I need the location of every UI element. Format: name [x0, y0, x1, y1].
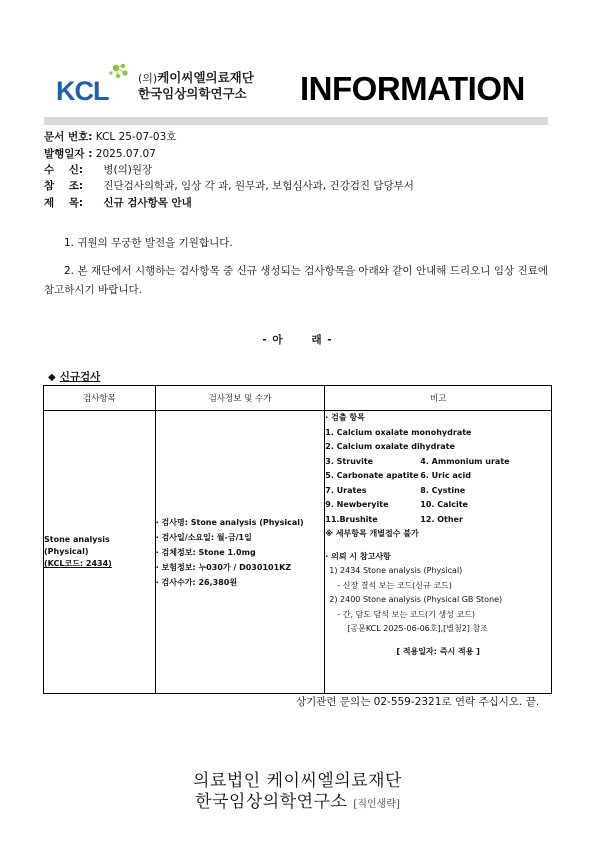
info-schedule: · 검사일/소요일: 월-금/1일: [155, 532, 252, 542]
detect-pair: [325, 484, 551, 499]
detect-pair: [325, 469, 551, 484]
section-heading: [48, 369, 100, 384]
apply-date: [ 적용일자: 즉시 적용 ]: [396, 646, 480, 656]
detect-item: 11.Brushite: [325, 514, 378, 524]
subject-value: 신규 검사항목 안내: [103, 197, 192, 209]
table-header-row: [44, 386, 552, 411]
meta-date: [44, 148, 156, 161]
meta-to: [44, 164, 152, 177]
contact-line: 상기관련 문의는 02-559-2321로 연락 주십시오. 끝.: [296, 696, 540, 708]
detect-title: · 검출 항목: [325, 413, 365, 422]
footer-line2-wrap: [0, 787, 595, 812]
ref-title: · 의뢰 시 참고사항: [325, 551, 391, 561]
detect-item: 5. Carbonate apatite: [325, 471, 419, 480]
info-specimen: · 검체정보: Stone 1.0mg: [155, 547, 256, 557]
remarks-cell: [325, 411, 552, 694]
detect-item: 3. Struvite: [325, 456, 374, 466]
info-fee: · 검사수가: 26,380원: [155, 577, 238, 587]
paragraph-1: 1. 귀원의 무궁한 발전을 기원합니다.: [64, 237, 233, 249]
to-label: 수 신:: [44, 164, 84, 176]
meta-subject: [44, 197, 192, 210]
footer-line1: 의료법인 케이씨엘의료재단: [193, 771, 402, 791]
info-insurance: · 보험정보: 누030가 / D030101KZ: [155, 562, 292, 572]
detect-item: 2. Calcium oxalate dihydrate: [325, 442, 455, 451]
detect-pair: [325, 498, 551, 513]
detect-item: 4. Ammonium urate: [420, 456, 510, 466]
seal-omitted: [직인생략]: [353, 799, 400, 810]
diamond-bullet-icon: ◆: [48, 372, 56, 383]
meta-cc: [44, 180, 414, 193]
ref-2: 2) 2400 Stone analysis (Physical GB Stone): [329, 595, 503, 604]
logo-dots: [109, 64, 127, 78]
new-test-table: [43, 385, 552, 694]
doc-no-label: 문서 번호:: [44, 131, 93, 143]
table-row: [44, 411, 552, 694]
cc-label: 참 조:: [44, 180, 84, 192]
ref-2-sub: - 간, 담도 담석 보는 코드(기 생성 코드): [337, 609, 475, 619]
org-paren: (의): [138, 72, 158, 85]
info-cell: [155, 411, 325, 694]
date-value: 2025.07.07: [95, 148, 156, 160]
doc-no-value: KCL 25-07-03호: [95, 131, 177, 143]
item-name: Stone analysis (Physical): [44, 535, 110, 556]
ref-1-sub: - 신장 결석 보는 코드(신규 코드): [337, 580, 452, 590]
paragraph-2: 2. 본 재단에서 시행하는 검사항목 중 신규 생성되는 검사항목을 아래와 같이 안내해 드리오니 임상 진료에 참고하시기 바랍니다.: [44, 265, 548, 296]
kcl-logo: [56, 62, 134, 104]
subject-label: 제 목:: [44, 197, 84, 209]
detect-item: 1. Calcium oxalate monohydrate: [325, 427, 472, 437]
spacer: [325, 542, 551, 550]
header-remarks: 비고: [325, 386, 552, 411]
item-cell: [44, 411, 156, 694]
page-title: INFORMATION: [300, 70, 525, 107]
header-info: 검사정보 및 수가: [155, 386, 325, 411]
detect-item: 6. Uric acid: [420, 471, 471, 480]
detect-pair: [325, 513, 551, 528]
below-heading: - 아 래 -: [262, 334, 333, 346]
detect-item: 9. Newberyite: [325, 500, 389, 509]
header-rule: [44, 117, 548, 125]
detect-item: 8. Cystine: [420, 485, 466, 495]
to-value: 병(의)원장: [103, 164, 153, 176]
detect-item: 12. Other: [420, 514, 463, 524]
org-name: [138, 70, 254, 101]
detect-item: 10. Calcite: [420, 500, 468, 509]
item-code: (KCL코드: 2434): [44, 559, 112, 568]
spacer: [325, 637, 551, 645]
logo-text: KCL: [56, 76, 109, 104]
footer-line2: 한국임상의학연구소: [195, 792, 348, 812]
detect-pair: [325, 455, 551, 470]
header-item: 검사항목: [44, 386, 156, 411]
info-test-name: · 검사명: Stone analysis (Physical): [155, 517, 304, 527]
date-label: 발행일자 :: [44, 148, 93, 160]
meta-doc-no: [44, 131, 176, 144]
detect-note: ※ 세부항목 개별접수 불가: [325, 529, 419, 538]
ref-2-sub2: [공문KCL 2025-06-06호],[별첨2] 참조: [347, 624, 488, 633]
cc-value: 진단검사의학과, 임상 각 과, 원무과, 보험심사과, 건강검진 담당부서: [103, 180, 414, 192]
org-line1: 케이씨엘의료재단: [157, 70, 254, 85]
detect-item: 7. Urates: [325, 485, 367, 495]
org-line2: 한국임상의학연구소: [138, 86, 247, 101]
ref-1: 1) 2434 Stone analysis (Physical): [329, 566, 463, 575]
section-title: 신규검사: [59, 371, 101, 383]
